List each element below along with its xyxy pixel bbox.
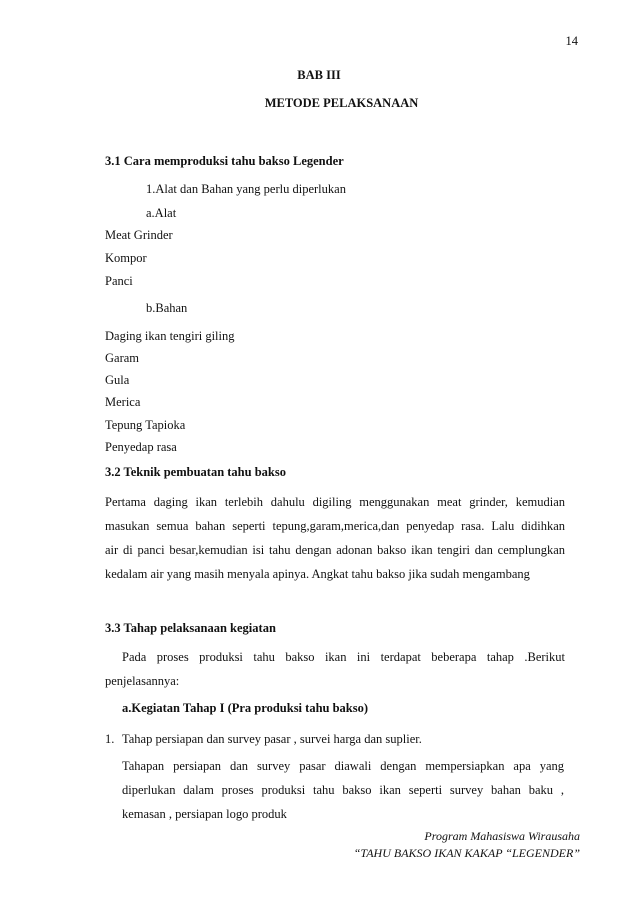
section-3-heading: 3.3 Tahap pelaksanaan kegiatan: [105, 621, 276, 635]
bahan-item: Tepung Tapioka: [105, 418, 186, 432]
subsection-tools-materials: 1.Alat dan Bahan yang perlu diperlukan: [146, 182, 346, 196]
paragraph-line: masukan semua bahan seperti tepung,garam,merica,dan penyedap rasa. Lalu didihkan: [105, 519, 565, 533]
alat-item: Panci: [105, 274, 133, 288]
alat-item: Meat Grinder: [105, 228, 173, 242]
bahan-item: Daging ikan tengiri giling: [105, 329, 235, 343]
section-2-paragraph: [105, 490, 565, 586]
bahan-item: Penyedap rasa: [105, 440, 177, 454]
bahan-item: Garam: [105, 351, 140, 365]
subheading-alat: a.Alat: [146, 206, 177, 220]
paragraph-line: kedalam air yang masih menyala apinya. Angkat tahu bakso jika sudah mengambang: [105, 567, 530, 581]
paragraph-line: Pertama daging ikan terlebih dahulu digiling menggunakan meat grinder, kemudian: [105, 495, 565, 509]
subheading-kegiatan-tahap-1: a.Kegiatan Tahap I (Pra produksi tahu bakso): [122, 701, 369, 715]
subheading-bahan: b.Bahan: [146, 301, 188, 315]
alat-item: Kompor: [105, 251, 147, 265]
section-2-heading: 3.2 Teknik pembuatan tahu bakso: [105, 465, 286, 479]
paragraph-line: Pada proses produksi tahu bakso ikan ini terdapat beberapa tahap .Berikut: [122, 650, 565, 664]
chapter-label: BAB III: [297, 68, 341, 82]
paragraph-line: Tahapan persiapan dan survey pasar diawali dengan mempersiapkan apa yang: [122, 759, 564, 773]
section-3-intro: [105, 645, 565, 693]
paragraph-line: air di panci besar,kemudian isi tahu dengan adonan bakso ikan tengiri dan cemplungkan: [105, 543, 565, 557]
footer-program: Program Mahasiswa Wirausaha: [424, 829, 580, 843]
footer-product: “TAHU BAKSO IKAN KAKAP “LEGENDER”: [353, 846, 580, 860]
paragraph-line: diperlukan dalam proses produksi tahu bakso ikan seperti survey bahan baku ,: [122, 783, 564, 797]
paragraph-line: kemasan , persiapan logo produk: [122, 807, 287, 821]
chapter-title: METODE PELAKSANAAN: [264, 96, 419, 110]
list-item-text: Tahap persiapan dan survey pasar , survei harga dan suplier.: [122, 732, 422, 746]
section-3-description: [122, 754, 564, 826]
bahan-item: Merica: [105, 395, 141, 409]
bahan-item: Gula: [105, 373, 130, 387]
section-1-heading: 3.1 Cara memproduksi tahu bakso Legender: [105, 154, 344, 168]
page-number: 14: [565, 34, 578, 48]
footer: [354, 828, 580, 862]
list-item-number: 1.: [105, 732, 115, 746]
paragraph-line: penjelasannya:: [105, 674, 180, 688]
